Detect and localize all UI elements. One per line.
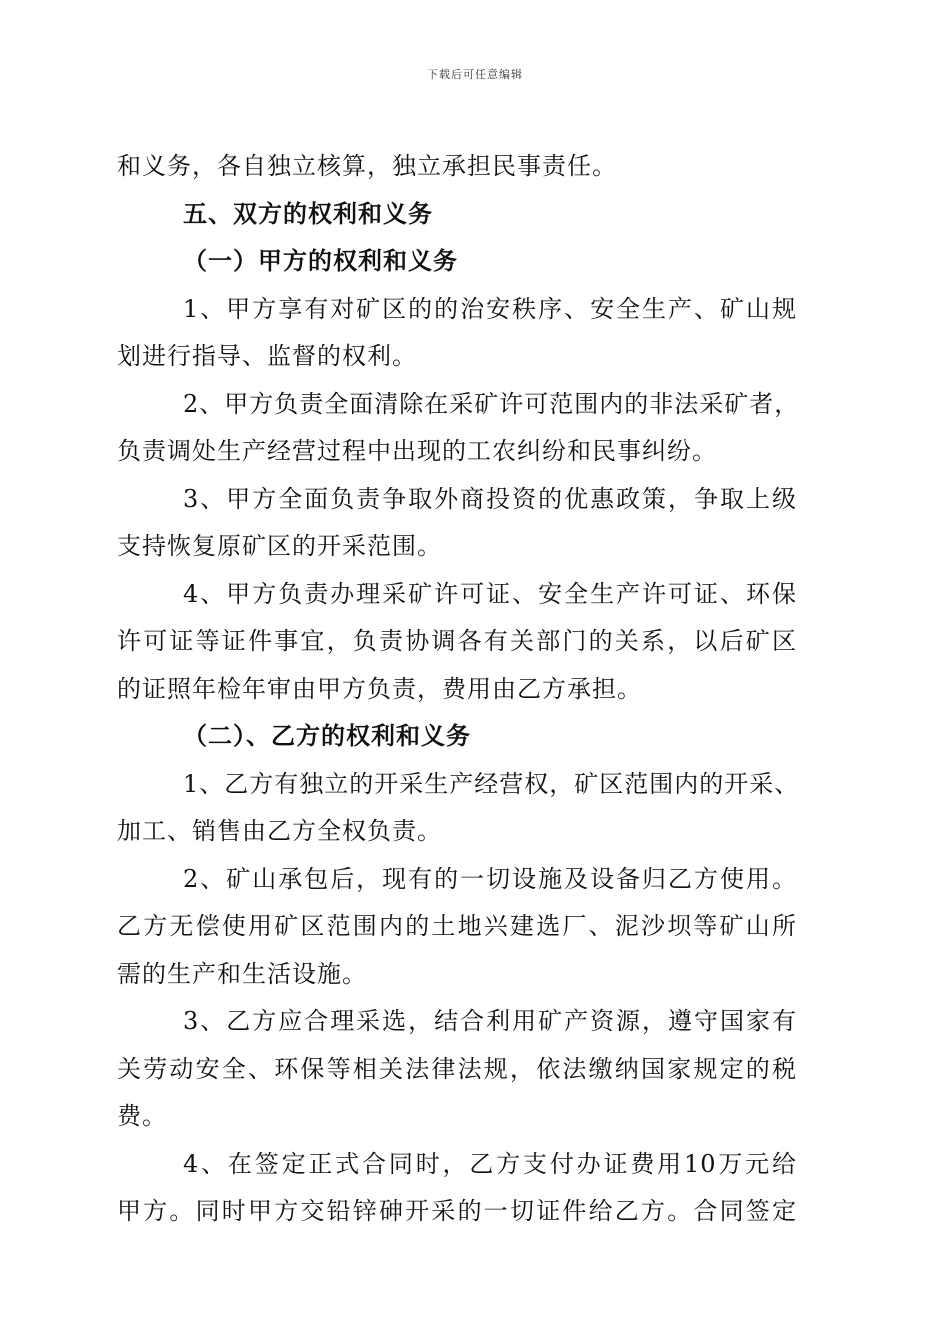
text-line: 和义务，各自独立核算，独立承担民事责任。 <box>117 152 617 180</box>
text-line: 3、甲方全面负责争取外商投资的优惠政策，争取上级 <box>183 484 797 513</box>
section-heading: （一）甲方的权利和义务 <box>183 247 458 275</box>
text-line: 需的生产和生活设施。 <box>117 959 367 988</box>
text-line: 许可证等证件事宜，负责协调各有关部门的关系，以后矿区 <box>117 627 797 655</box>
text-line: 负责调处生产经营过程中出现的工农纠纷和民事纠纷。 <box>117 437 717 465</box>
text-line: 甲方。同时甲方交铅锌砷开采的一切证件给乙方。合同签定 <box>117 1197 797 1225</box>
text-line: 1、甲方享有对矿区的的治安秩序、安全生产、矿山规 <box>183 294 797 323</box>
text-line: 2、甲方负责全面清除在采矿许可范围内的非法采矿者， <box>183 389 800 418</box>
text-line: 划进行指导、监督的权利。 <box>117 342 417 370</box>
text-line: 4、甲方负责办理采矿许可证、安全生产许可证、环保 <box>183 579 797 608</box>
page-header: 下载后可任意编辑 <box>427 68 523 81</box>
text-line: 支持恢复原矿区的开采范围。 <box>117 532 442 560</box>
text-line: 费。 <box>117 1102 167 1130</box>
text-line: 加工、销售由乙方全权负责。 <box>117 817 442 845</box>
section-heading: 五、双方的权利和义务 <box>183 199 433 228</box>
text-line: 乙方无偿使用矿区范围内的土地兴建选厂、泥沙坝等矿山所 <box>117 912 797 940</box>
text-line: 3、乙方应合理采选，结合利用矿产资源，遵守国家有 <box>183 1007 797 1035</box>
text-line: 2、矿山承包后，现有的一切设施及设备归乙方使用。 <box>183 864 797 893</box>
document-body <box>117 146 800 1239</box>
text-line: 4、在签定正式合同时，乙方支付办证费用10万元给 <box>183 1149 797 1178</box>
text-line: 的证照年检年审由甲方负责，费用由乙方承担。 <box>117 674 642 703</box>
text-line: 1、乙方有独立的开采生产经营权，矿区范围内的开采、 <box>183 769 800 798</box>
text-line: 关劳动安全、环保等相关法律法规，依法缴纳国家规定的税 <box>117 1054 797 1083</box>
section-heading: （二）、乙方的权利和义务 <box>183 722 471 750</box>
